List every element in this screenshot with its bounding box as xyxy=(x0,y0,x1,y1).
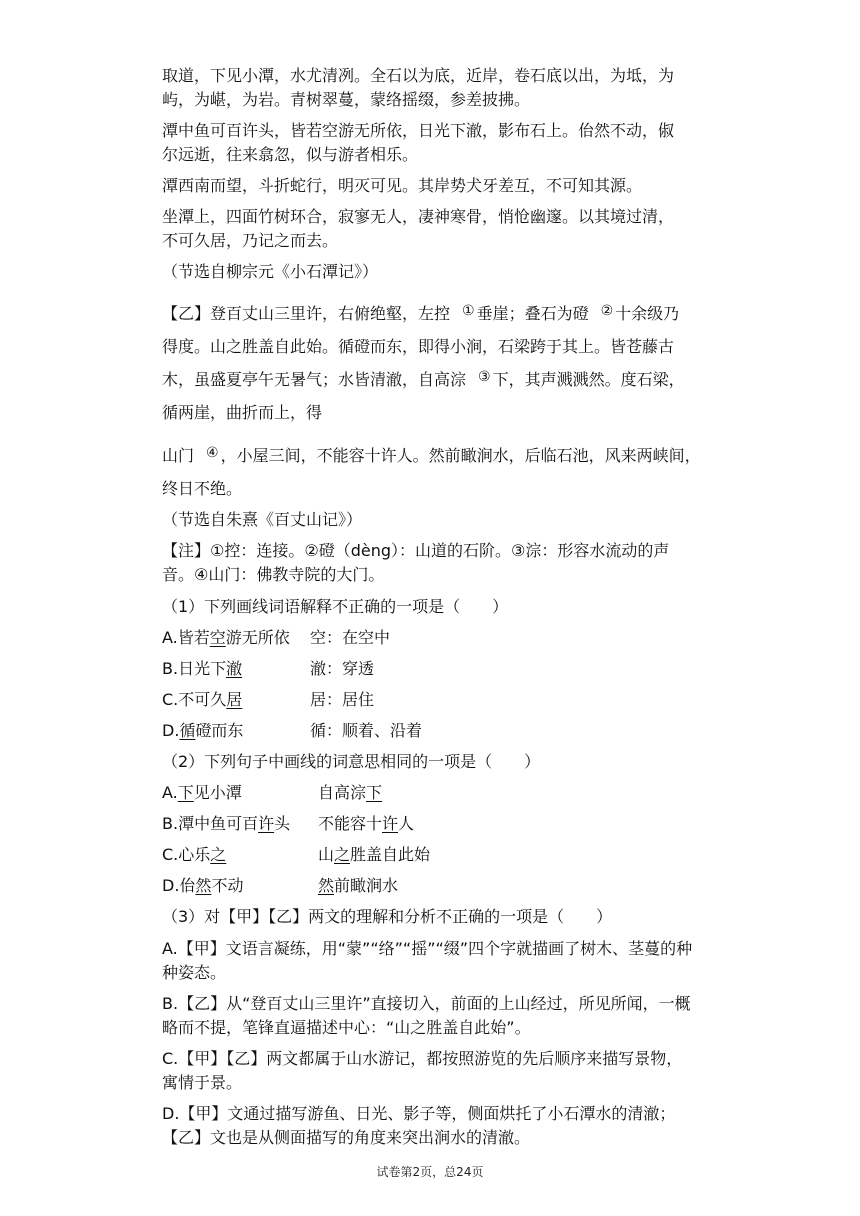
page-footer: 试卷第2页，总24页 xyxy=(376,1165,484,1179)
yi-line1 xyxy=(162,304,679,325)
footnote-marker-3: ③ xyxy=(478,369,491,385)
q2-option-b: B.潭中鱼可百许头 不能容十许人 xyxy=(162,814,415,833)
q1-option-d: D.循磴而东 循：顺着、沿着 xyxy=(162,721,423,740)
underlined-word: 许 xyxy=(382,814,399,833)
footnote-marker-1: ① xyxy=(462,303,475,319)
q3-stem: （3）对【甲】【乙】两文的理解和分析不正确的一项是（ ） xyxy=(162,907,613,926)
q3-option-d-line1: D.【甲】文通过描写游鱼、日光、影子等，侧面烘托了小石潭水的清澈； xyxy=(162,1104,676,1123)
yi-line6: 终日不绝。 xyxy=(162,479,243,498)
jia-p2-line2: 尔远逝，往来翕忽，似与游者相乐。 xyxy=(162,145,419,164)
yi-text: 木，虽盛夏亭午无暑气；水皆清澈，自高淙 xyxy=(162,370,467,389)
yi-line2: 得度。山之胜盖自此始。循磴而东，即得小涧，石梁跨于其上。皆苍藤古 xyxy=(162,337,675,356)
yi-text: 垂崖；叠石为磴 xyxy=(476,304,589,323)
jia-source: （节选自柳宗元《小石潭记》） xyxy=(162,262,379,281)
yi-text: ，小屋三间，不能容十许人。然前瞰涧水，后临石池，风来两峡间， xyxy=(220,446,701,465)
footnote-marker-2: ② xyxy=(600,303,614,319)
q1-option-a: A.皆若空游无所依 空：在空中 xyxy=(162,628,391,647)
underlined-word: 之 xyxy=(210,845,227,864)
underlined-word: 然 xyxy=(318,876,335,895)
underlined-word: 之 xyxy=(334,845,351,864)
q2-option-d: D.佁然不动 然前瞰涧水 xyxy=(162,876,399,895)
q1-stem: （1）下列画线词语解释不正确的一项是（ ） xyxy=(162,597,509,616)
yi-text: 下，其声溅溅然。度石梁， xyxy=(492,370,685,389)
q2-stem: （2）下列句子中画线的词意思相同的一项是（ ） xyxy=(162,752,541,771)
underlined-word: 然 xyxy=(195,876,212,895)
note-line2: 音。④山门：佛教寺院的大门。 xyxy=(162,565,385,584)
yi-line5 xyxy=(162,446,701,467)
jia-p4-line1: 坐潭上，四面竹树环合，寂寥无人，凄神寒骨，悄怆幽邃。以其境过清， xyxy=(162,207,675,226)
underlined-word: 许 xyxy=(258,814,275,833)
jia-p2-line1: 潭中鱼可百许头，皆若空游无所依，日光下澈，影布石上。佁然不动，俶 xyxy=(162,121,675,140)
q3-option-b-line2: 略而不提，笔锋直逼描述中心：“山之胜盖自此始”。 xyxy=(162,1018,531,1037)
q3-option-a-line1: A.【甲】文语言凝练，用“蒙”“络”“摇”“缀”四个字就描画了树木、茎蔓的种 xyxy=(162,939,693,958)
q2-option-c: C.心乐之 山之胜盖自此始 xyxy=(162,845,431,864)
underlined-word: 居 xyxy=(226,690,243,709)
underlined-word: 空 xyxy=(209,628,226,647)
jia-p4-line2: 不可久居，乃记之而去。 xyxy=(162,231,339,250)
underlined-word: 澈 xyxy=(226,659,243,678)
q2-option-a: A.下见小潭 自高淙下 xyxy=(162,783,383,802)
underlined-word: 下 xyxy=(366,783,383,802)
yi-source: （节选自朱熹《百丈山记》） xyxy=(162,510,363,529)
option-explanation: 居：居住 xyxy=(310,690,375,709)
yi-text: 十余级乃 xyxy=(615,304,680,323)
q1-option-c: C.不可久居 居：居住 xyxy=(162,690,375,709)
q3-option-c-line1: C.【甲】【乙】两文都属于山水游记，都按照游览的先后顺序来描写景物， xyxy=(162,1049,683,1068)
jia-p3: 潭西南而望，斗折蛇行，明灭可见。其岸势犬牙差互，不可知其源。 xyxy=(162,176,643,195)
q1-option-b: B.日光下澈 澈：穿透 xyxy=(162,659,375,678)
underlined-word: 下 xyxy=(177,783,194,802)
jia-p1-line1: 取道，下见小潭，水尤清冽。全石以为底，近岸，卷石底以出，为坻，为 xyxy=(162,66,675,85)
q3-option-a-line2: 种姿态。 xyxy=(162,963,227,982)
yi-text: 山门 xyxy=(162,446,195,465)
underlined-word: 循 xyxy=(179,721,196,740)
q3-option-c-line2: 寓情于景。 xyxy=(162,1073,243,1092)
yi-line3 xyxy=(162,370,685,391)
yi-line4: 循两崖，曲折而上，得 xyxy=(162,403,323,422)
option-explanation: 空：在空中 xyxy=(310,628,391,647)
option-explanation: 循：顺着、沿着 xyxy=(310,721,423,740)
q3-option-d-line2: 【乙】文也是从侧面描写的角度来突出涧水的清澈。 xyxy=(162,1128,531,1147)
jia-p1-line2: 屿，为嵁，为岩。青树翠蔓，蒙络摇缀，参差披拂。 xyxy=(162,90,531,109)
note-line1: 【注】①控：连接。②磴（dèng）：山道的石阶。③淙：形容水流动的声 xyxy=(162,541,670,560)
footnote-marker-4: ④ xyxy=(206,445,219,461)
yi-text: 【乙】登百丈山三里许，右俯绝壑，左控 xyxy=(162,304,451,323)
q3-option-b-line1: B.【乙】从“登百丈山三里许”直接切入，前面的上山经过，所见所闻，一概 xyxy=(162,994,691,1013)
option-explanation: 澈：穿透 xyxy=(310,659,375,678)
